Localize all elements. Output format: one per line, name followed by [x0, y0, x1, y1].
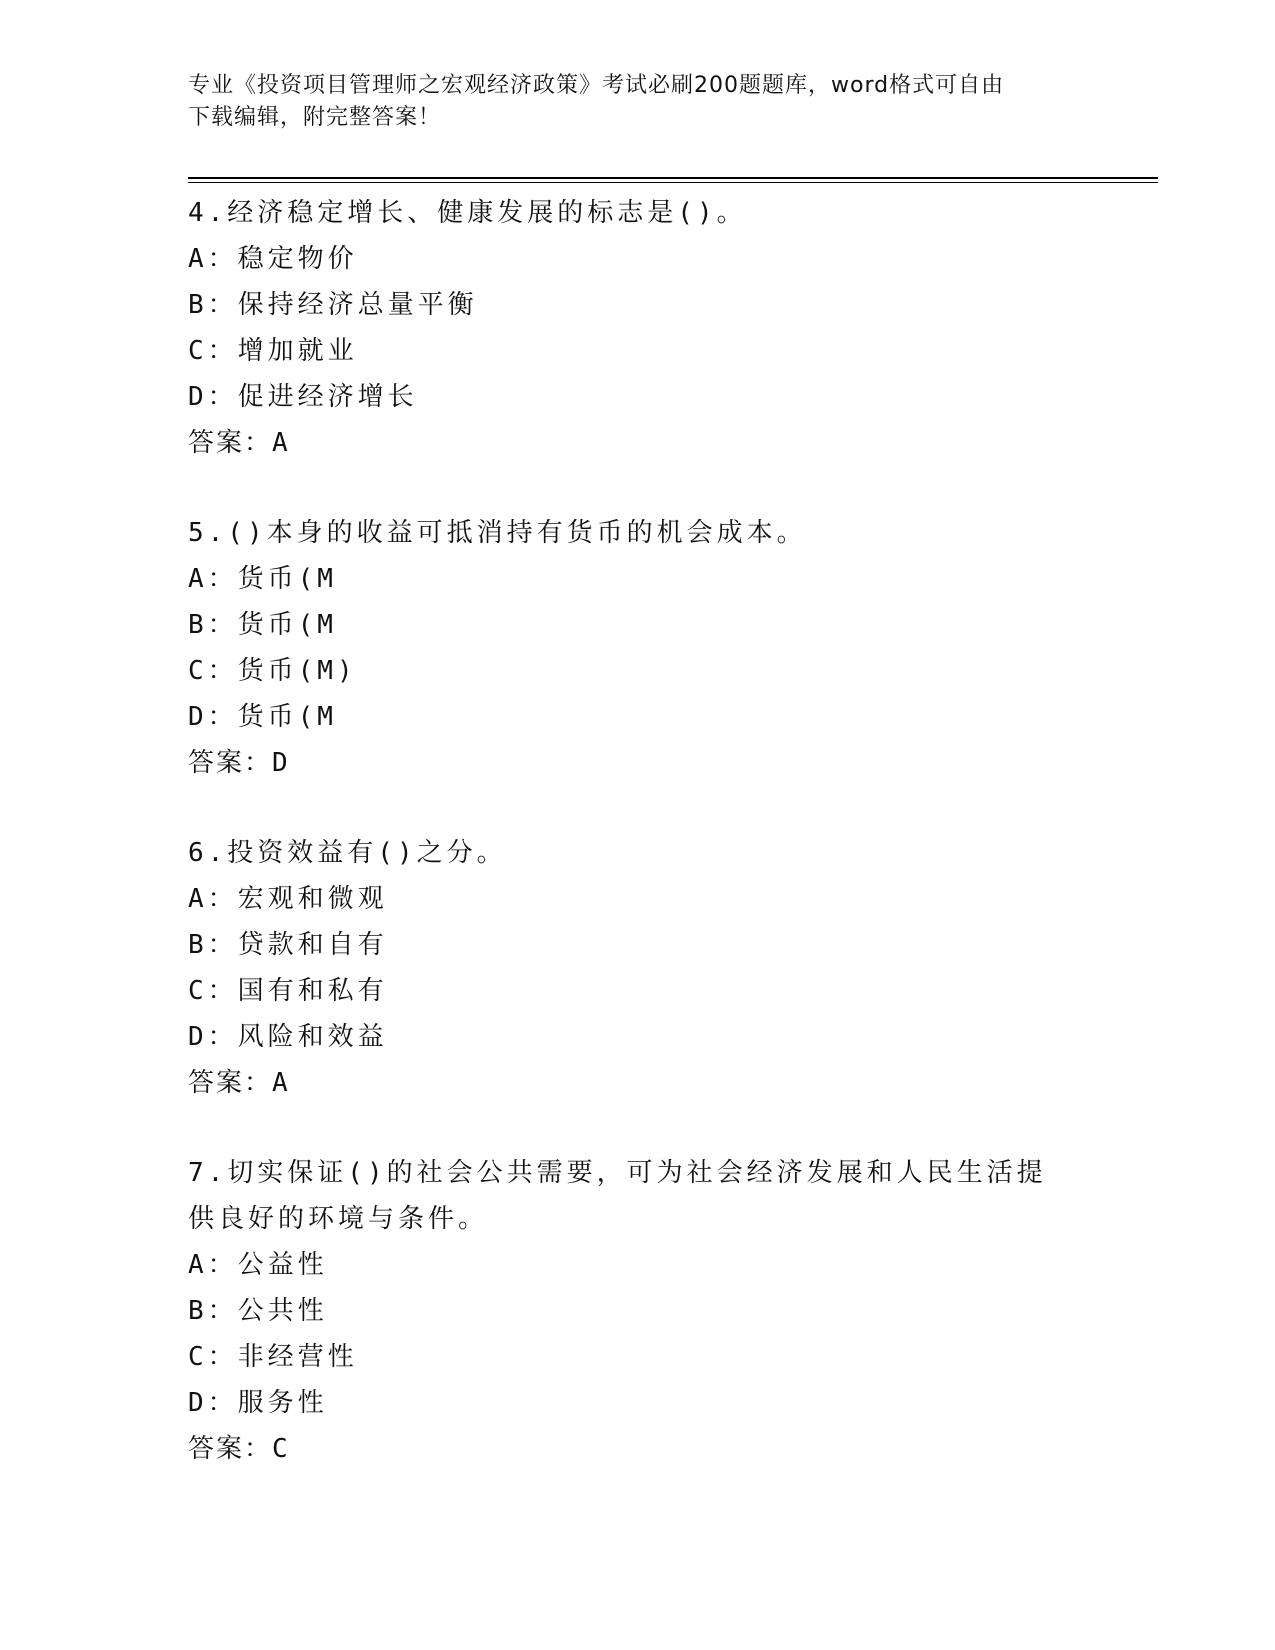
option-text: 服务性: [237, 1388, 328, 1418]
option-text: 公益性: [237, 1250, 328, 1280]
option-b: [188, 1288, 1088, 1334]
question-stem: 6.投资效益有()之分。: [188, 838, 507, 868]
option-letter: B：: [188, 1296, 238, 1326]
option-letter: B：: [188, 930, 238, 960]
option-text: 贷款和自有: [237, 930, 388, 960]
option-letter: B：: [188, 610, 238, 640]
option-text: 货币(M: [237, 702, 337, 732]
option-a: [188, 1242, 1088, 1288]
header-title-line-2: 下载编辑，附完整答案！: [188, 105, 442, 130]
option-text: 货币(M: [237, 564, 337, 594]
answer-value: D: [272, 748, 290, 778]
option-b: [188, 602, 1088, 648]
question-6: [188, 830, 1088, 1106]
answer-value: C: [272, 1434, 290, 1464]
option-letter: D：: [188, 702, 238, 732]
answer-label: 答案：: [188, 748, 273, 778]
option-letter: A：: [188, 1250, 238, 1280]
answer-line: [188, 1060, 1088, 1106]
option-letter: C：: [188, 976, 238, 1006]
document-header: [188, 70, 1068, 134]
option-letter: C：: [188, 1342, 238, 1372]
answer-value: A: [272, 1068, 290, 1098]
option-b: [188, 922, 1088, 968]
option-b: [188, 282, 1088, 328]
option-text: 国有和私有: [237, 976, 388, 1006]
question-5: [188, 510, 1088, 786]
question-7: [188, 1150, 1088, 1472]
option-letter: D：: [188, 1388, 238, 1418]
option-letter: C：: [188, 336, 238, 366]
option-text: 公共性: [237, 1296, 328, 1326]
option-text: 增加就业: [237, 336, 358, 366]
answer-label: 答案：: [188, 1068, 273, 1098]
option-c: [188, 648, 1088, 694]
option-d: [188, 374, 1088, 420]
answer-label: 答案：: [188, 428, 273, 458]
header-divider-thick: [188, 177, 1158, 179]
option-letter: D：: [188, 382, 238, 412]
question-4: [188, 190, 1088, 466]
option-text: 货币(M): [237, 656, 357, 686]
answer-line: [188, 420, 1088, 466]
option-c: [188, 968, 1088, 1014]
option-letter: C：: [188, 656, 238, 686]
option-text: 货币(M: [237, 610, 337, 640]
header-title-line-1: 专业《投资项目管理师之宏观经济政策》考试必刷200题题库，word格式可自由: [188, 73, 1005, 98]
option-letter: A：: [188, 884, 238, 914]
answer-line: [188, 1426, 1088, 1472]
option-text: 风险和效益: [237, 1022, 388, 1052]
option-text: 保持经济总量平衡: [237, 290, 478, 320]
option-d: [188, 694, 1088, 740]
answer-value: A: [272, 428, 290, 458]
option-text: 促进经济增长: [237, 382, 418, 412]
option-a: [188, 876, 1088, 922]
header-divider-thin: [188, 182, 1158, 183]
option-letter: A：: [188, 564, 238, 594]
answer-line: [188, 740, 1088, 786]
question-stem: 4.经济稳定增长、健康发展的标志是()。: [188, 198, 747, 228]
option-text: 稳定物价: [237, 244, 358, 274]
question-stem: 5.()本身的收益可抵消持有货币的机会成本。: [188, 518, 807, 548]
option-c: [188, 1334, 1088, 1380]
option-text: 非经营性: [237, 1342, 358, 1372]
option-text: 宏观和微观: [237, 884, 388, 914]
option-letter: B：: [188, 290, 238, 320]
option-a: [188, 556, 1088, 602]
question-stem: 7.切实保证()的社会公共需要，可为社会经济发展和人民生活提供良好的环境与条件。: [188, 1158, 1047, 1234]
option-letter: A：: [188, 244, 238, 274]
option-a: [188, 236, 1088, 282]
answer-label: 答案：: [188, 1434, 273, 1464]
option-letter: D：: [188, 1022, 238, 1052]
option-c: [188, 328, 1088, 374]
option-d: [188, 1380, 1088, 1426]
question-list: [188, 190, 1088, 1472]
option-d: [188, 1014, 1088, 1060]
